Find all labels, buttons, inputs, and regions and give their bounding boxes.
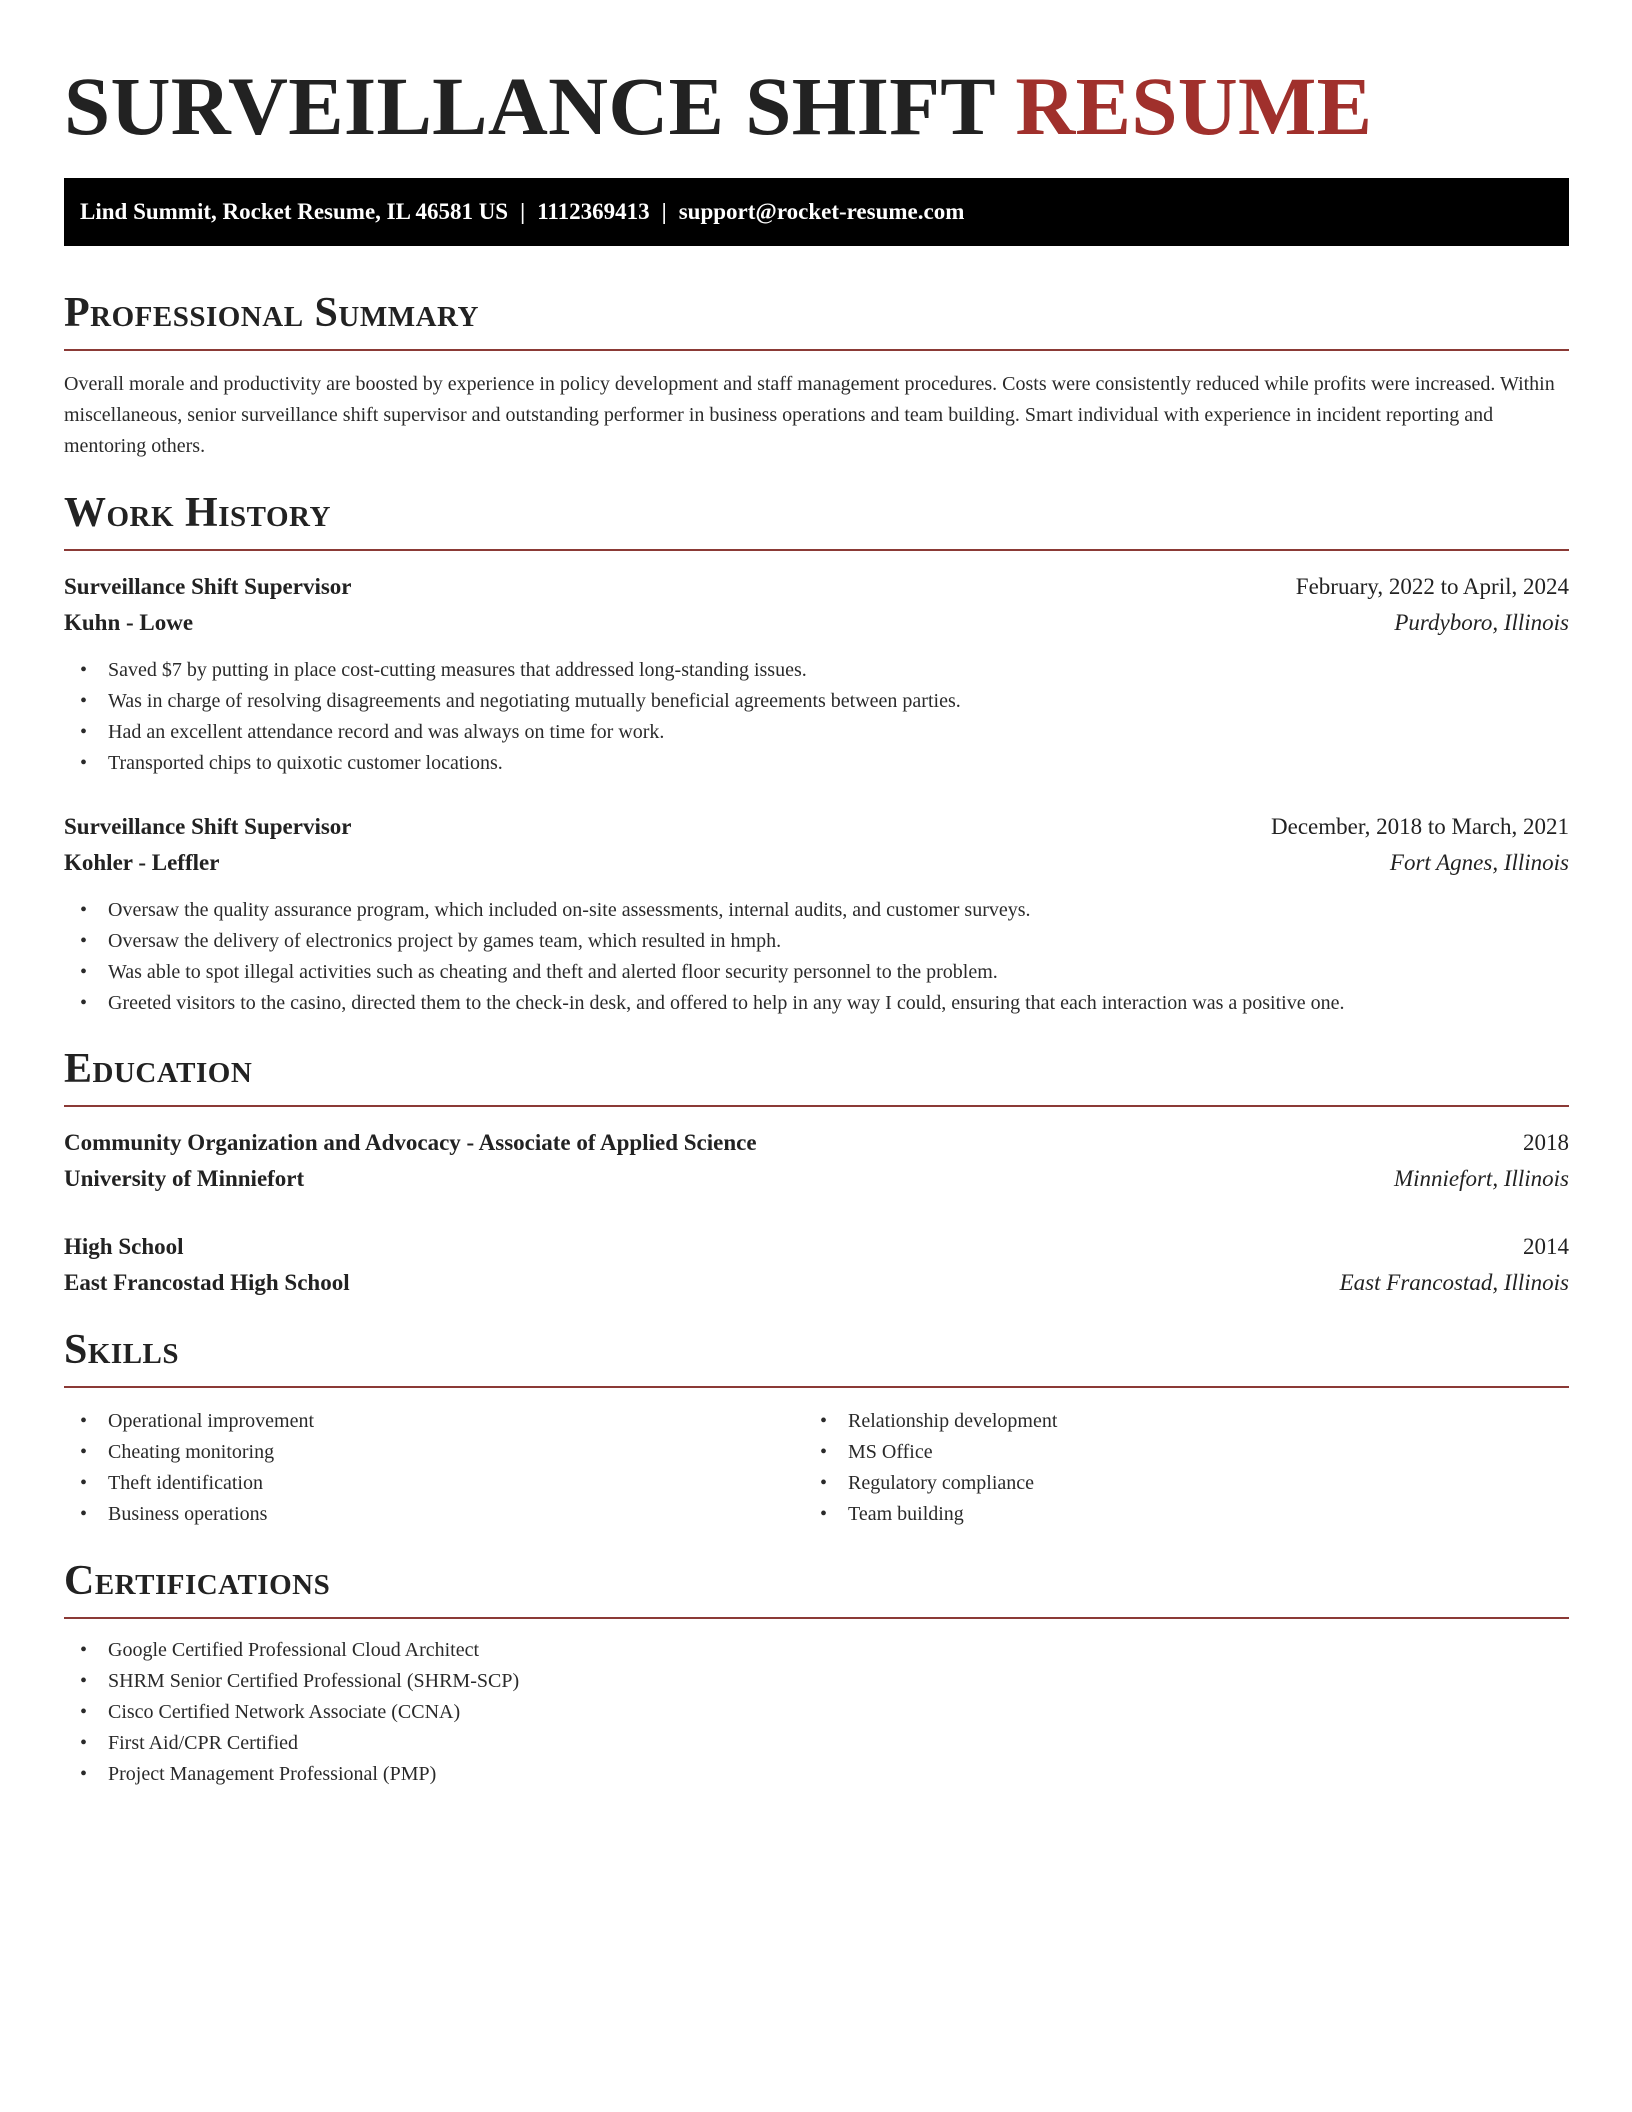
job-location: Fort Agnes, Illinois: [1389, 850, 1569, 875]
work-history-section: [64, 487, 1569, 1019]
education-heading: Education: [64, 1046, 253, 1092]
skills-list-left: [64, 1406, 804, 1530]
job-company: Kohler - Leffler: [64, 850, 220, 875]
job-title: Surveillance Shift Supervisor: [64, 814, 352, 839]
job-entry: [64, 809, 1569, 1019]
list-item: • Team building: [804, 1499, 1544, 1530]
resume-page: [64, 0, 1569, 1790]
section-divider: [64, 1386, 1569, 1388]
list-item: • Transported chips to quixotic customer locations.: [64, 748, 1569, 779]
certifications-heading: Certifications: [64, 1558, 331, 1604]
job-bullets: [64, 895, 1569, 1019]
list-item: • Was able to spot illegal activities such as cheating and theft and alerted floor security personnel to the problem.: [64, 957, 1569, 988]
work-history-heading: Work History: [64, 490, 331, 536]
education-location: Minniefort, Illinois: [1393, 1166, 1569, 1191]
education-year: 2018: [1523, 1130, 1569, 1155]
list-item: • Saved $7 by putting in place cost-cutting measures that addressed long-standing issues.: [64, 655, 1569, 686]
job-company: Kuhn - Lowe: [64, 610, 194, 635]
education-school: East Francostad High School: [64, 1270, 350, 1295]
contact-email: support@rocket-resume.com: [678, 199, 965, 224]
certifications-section: [64, 1555, 1569, 1790]
education-school: University of Minniefort: [64, 1166, 305, 1191]
list-item: • Project Management Professional (PMP): [64, 1759, 1569, 1790]
education-entry: [64, 1125, 1569, 1197]
list-item: • Theft identification: [64, 1468, 804, 1499]
list-item: • Relationship development: [804, 1406, 1544, 1437]
list-item: • Regulatory compliance: [804, 1468, 1544, 1499]
job-dates: February, 2022 to April, 2024: [1295, 574, 1569, 599]
summary-text: Overall morale and productivity are boosted by experience in policy development and staff management procedures. Costs were consistently reduced while profits were increased. Within miscellaneous, senior surveillance shift supervisor and outstanding performer in business operations and team building. Smart individual with experience in incident reporting and mentoring others.: [64, 373, 1555, 457]
list-item: • Had an excellent attendance record and was always on time for work.: [64, 717, 1569, 748]
job-bullets: [64, 655, 1569, 779]
education-degree: Community Organization and Advocacy - Associate of Applied Science: [64, 1130, 757, 1155]
list-item: • First Aid/CPR Certified: [64, 1728, 1569, 1759]
list-item: • Google Certified Professional Cloud Architect: [64, 1635, 1569, 1666]
list-item: • Cheating monitoring: [64, 1437, 804, 1468]
job-entry: [64, 569, 1569, 779]
skills-grid: [64, 1406, 1569, 1530]
list-item: • SHRM Senior Certified Professional (SHRM-SCP): [64, 1666, 1569, 1697]
contact-separator: |: [661, 199, 667, 224]
job-location: Purdyboro, Illinois: [1394, 610, 1569, 635]
skills-list-right: [804, 1406, 1544, 1530]
section-divider: [64, 549, 1569, 551]
list-item: • Operational improvement: [64, 1406, 804, 1437]
education-section: [64, 1043, 1569, 1301]
skills-section: [64, 1324, 1569, 1530]
education-location: East Francostad, Illinois: [1339, 1270, 1569, 1295]
section-divider: [64, 1617, 1569, 1619]
certifications-list: [64, 1635, 1569, 1790]
contact-separator: |: [520, 199, 526, 224]
education-entry: [64, 1229, 1569, 1301]
section-divider: [64, 1105, 1569, 1107]
list-item: • Greeted visitors to the casino, directed them to the check-in desk, and offered to help in any way I could, ensuring that each interaction was a positive one.: [64, 988, 1569, 1019]
list-item: • Was in charge of resolving disagreements and negotiating mutually beneficial agreements between parties.: [64, 686, 1569, 717]
resume-title: [64, 58, 1569, 154]
skills-heading: Skills: [64, 1327, 180, 1373]
job-title: Surveillance Shift Supervisor: [64, 574, 352, 599]
title-main: SURVEILLANCE SHIFT: [64, 60, 995, 152]
list-item: • Business operations: [64, 1499, 804, 1530]
contact-bar: [64, 178, 1569, 246]
list-item: • Oversaw the quality assurance program, which included on-site assessments, internal audits, and customer surveys.: [64, 895, 1569, 926]
contact-phone: 1112369413: [537, 199, 650, 224]
list-item: • MS Office: [804, 1437, 1544, 1468]
job-dates: December, 2018 to March, 2021: [1271, 814, 1569, 839]
contact-address: Lind Summit, Rocket Resume, IL 46581 US: [80, 199, 509, 224]
list-item: • Oversaw the delivery of electronics project by games team, which resulted in hmph.: [64, 926, 1569, 957]
summary-heading: Professional Summary: [64, 290, 479, 336]
education-year: 2014: [1523, 1234, 1569, 1259]
list-item: • Cisco Certified Network Associate (CCNA): [64, 1697, 1569, 1728]
summary-section: [64, 287, 1569, 462]
title-accent: RESUME: [1015, 60, 1373, 152]
education-degree: High School: [64, 1234, 184, 1259]
section-divider: [64, 349, 1569, 351]
